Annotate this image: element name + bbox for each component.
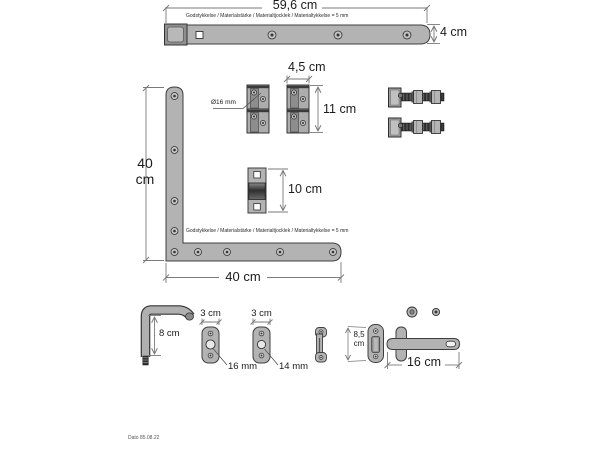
date-note: Dato 85.08.22 xyxy=(128,434,160,441)
plate16-hole-label: 16 mm xyxy=(228,360,258,372)
mounting-plate-14mm xyxy=(253,327,270,363)
corner-horizontal-label: 40 cm xyxy=(225,269,261,284)
dimension-keeper-height xyxy=(268,169,288,212)
dimension-fitting-width xyxy=(284,76,312,84)
dimension-fitting-height xyxy=(310,86,323,133)
hook-bolt-bottom xyxy=(389,118,445,137)
strap-square-hole xyxy=(196,32,203,39)
band-hinge-strap xyxy=(165,24,431,45)
hook-bolt-top xyxy=(389,88,445,107)
mounting-plate-16mm xyxy=(202,327,219,363)
plate16-width-label: 3 cm xyxy=(200,307,221,319)
latch-slot xyxy=(446,341,456,347)
fitting-height-label: 11 cm xyxy=(323,102,357,116)
dimension-plate14-width xyxy=(251,319,273,326)
corner-vertical-label: 40 cm xyxy=(135,155,155,188)
keeper85-height-label: 8,5 cm xyxy=(353,330,365,349)
fitting-hole-label: Ø16 mm xyxy=(211,99,236,106)
keeper-plate-85 xyxy=(368,325,384,363)
fitting-width-label: 4,5 cm xyxy=(288,60,326,74)
latch-washer-large xyxy=(407,307,417,317)
strap-height-label: 4 cm xyxy=(440,25,468,39)
latch-length-label: 16 cm xyxy=(406,355,442,369)
strap-material-note: Godstykkelse / Materialstärke / Materialtjocklek / Materialtykkelse = 5 mm xyxy=(186,13,349,19)
plate14-hole-label: 14 mm xyxy=(279,360,309,372)
keeper10-height-label: 10 cm xyxy=(288,182,323,196)
hook-height-label: 8 cm xyxy=(159,328,180,339)
keeper-side-view xyxy=(316,328,327,363)
corner-material-note: Godstykkelse / Materialstärke / Materialtjocklek / Materialtykkelse = 5 mm xyxy=(186,228,349,234)
band-fitting-right xyxy=(287,85,309,133)
dimension-plate16-width xyxy=(200,319,222,326)
keeper-plate-10cm xyxy=(248,168,266,213)
strap-length-label: 59,6 cm xyxy=(272,0,318,12)
latch-washer-small xyxy=(432,308,439,315)
plate14-width-label: 3 cm xyxy=(251,307,272,319)
band-fitting-left xyxy=(247,85,269,133)
